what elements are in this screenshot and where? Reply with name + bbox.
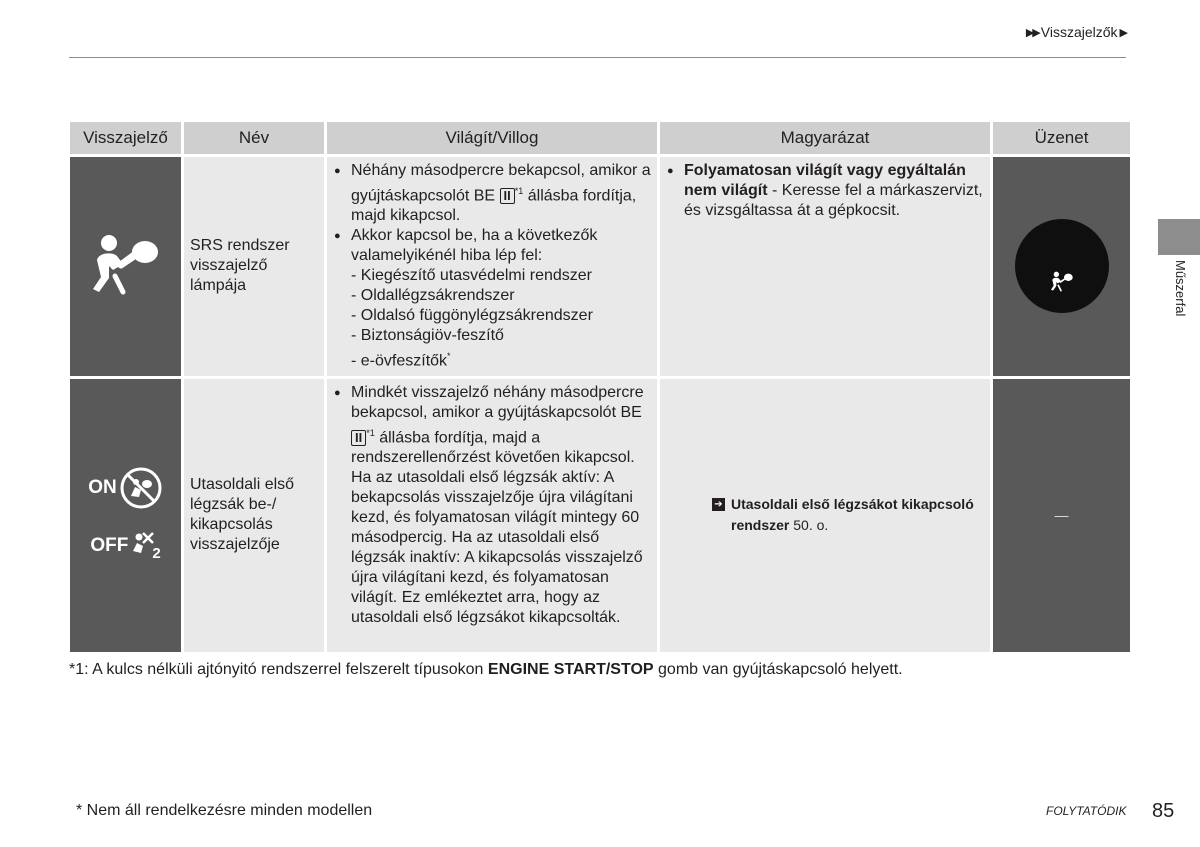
list-item <box>666 161 984 221</box>
column-header: Visszajelző <box>70 122 181 154</box>
list-item <box>333 383 651 628</box>
cross-reference-link[interactable] <box>666 494 984 536</box>
explanation-text: - Keresse fel a márkaszervizt, és vizsgáltassa át a gépkocsit. <box>684 182 983 219</box>
section-tab-label: Műszerfal <box>1173 260 1188 317</box>
airbag-disabled-icon <box>119 466 163 510</box>
footnote-text: A kulcs nélküli ajtónyitó rendszerrel felszerelt típusokon <box>92 661 484 678</box>
srs-airbag-icon <box>1049 270 1075 292</box>
availability-ref: * <box>447 351 451 362</box>
sub-item: - Oldallégzsákrendszer <box>351 287 515 305</box>
behavior-cell <box>327 379 657 652</box>
behavior-cell <box>327 157 657 376</box>
indicator-name: Utasoldali első légzsák be-/ kikapcsolás visszajelzője <box>184 379 324 652</box>
sub-item: - Kiegészítő utasvédelmi rendszer <box>351 267 592 285</box>
explanation-cell <box>660 157 990 376</box>
header-divider <box>69 57 1126 58</box>
section-tab[interactable] <box>1158 219 1200 255</box>
table-row <box>70 157 1130 376</box>
reference-page: 50. o. <box>793 517 829 534</box>
reference-title: Utasoldali első légzsákot kikapcsoló rendszer <box>731 496 974 534</box>
off-label: OFF <box>90 535 129 557</box>
ignition-key-position: II <box>500 188 515 204</box>
double-arrow-icon: ▶▶ <box>1025 26 1039 39</box>
message-cell <box>993 157 1130 376</box>
footnote <box>69 661 903 679</box>
indicator-name: SRS rendszer visszajelző lámpája <box>184 157 324 376</box>
behavior-text: Akkor kapcsol be, ha a következők valamelyikénél hiba lép fel: <box>351 227 598 265</box>
reference-arrow-icon: ➔ <box>712 498 725 511</box>
explanation-bold: Folyamatosan világít vagy egyáltalán nem világít <box>684 162 966 199</box>
table-row <box>70 379 1130 652</box>
footnote-marker: *1: <box>69 661 89 678</box>
breadcrumb-label[interactable]: Visszajelzők <box>1040 24 1118 40</box>
passenger-airbag-off-indicator <box>90 528 160 564</box>
explanation-cell <box>660 379 990 652</box>
column-header: Magyarázat <box>660 122 990 154</box>
sub-item <box>351 346 651 371</box>
indicator-icon-cell <box>70 379 181 652</box>
srs-airbag-icon <box>89 230 163 296</box>
column-header: Név <box>184 122 324 154</box>
behavior-text: Mindkét visszajelző néhány másodpercre bekapcsol, amikor a gyújtáskapcsolót BE <box>351 383 644 421</box>
continues-label: FOLYTATÓDIK <box>1046 804 1127 818</box>
behavior-text: állásba fordítja, majd a rendszerellenőrzést követően kikapcsol. Ha az utasoldali első légzsák aktív: A bekapcsolás visszajelzője újra világítani kezd, és folyamatosan világít mintegy 60 másodpercig. Ha az utasoldali első légzsák inaktív: A kikapcsolás visszajelző újra világítani kezd, és folyamatosan világít. Ez emlékeztet arra, hogy az utasoldali első légzsákot kikapcsolták. <box>351 428 643 626</box>
on-label: ON <box>88 477 117 499</box>
breadcrumb <box>1026 24 1126 40</box>
table-header-row <box>70 122 1130 154</box>
footnote-ref: *1 <box>514 186 524 196</box>
off-subscript: 2 <box>152 545 161 563</box>
page-number: 85 <box>1152 800 1175 822</box>
footnote-bold: ENGINE START/STOP <box>487 661 654 678</box>
behavior-text: Néhány másodpercre bekapcsol, amikor a gyújtáskapcsolót BE <box>351 162 651 205</box>
arrow-icon: ▶ <box>1119 26 1126 39</box>
footnote-ref: *1 <box>366 427 375 438</box>
availability-note: * Nem áll rendelkezésre minden modellen <box>76 802 373 819</box>
list-item <box>333 161 651 226</box>
list-item <box>333 226 651 371</box>
column-header: Világít/Villog <box>327 122 657 154</box>
behavior-text: állásba fordítja, majd kikapcsol. <box>351 187 637 225</box>
sub-item: - Biztonságiöv-feszítő <box>351 327 504 345</box>
passenger-airbag-on-indicator <box>88 466 163 510</box>
column-header: Üzenet <box>993 122 1130 154</box>
message-cell <box>993 379 1130 652</box>
indicator-icon-cell <box>70 157 181 376</box>
indicator-table <box>67 119 1133 655</box>
message-display <box>1015 219 1109 313</box>
sub-item: - Oldalsó függönylégzsákrendszer <box>351 307 593 325</box>
ignition-key-position: II <box>351 430 366 446</box>
sub-item-text: - e-övfeszítők <box>351 352 448 370</box>
message-none: — <box>1054 507 1069 524</box>
footnote-text: gomb van gyújtáskapcsoló helyett. <box>658 661 903 678</box>
